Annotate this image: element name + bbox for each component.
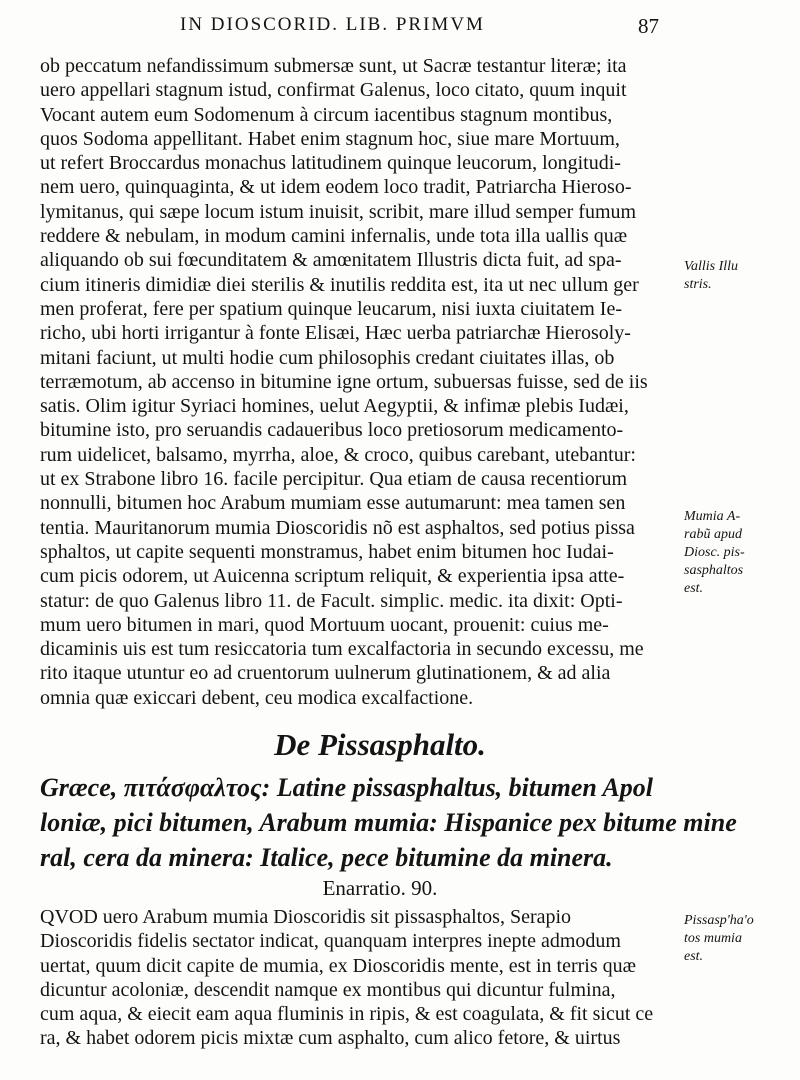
text-line: cum aqua, & eiecit eam aqua fluminis in ripis, & est coagulata, & fit sicut ce xyxy=(40,1003,654,1026)
text-line: sphaltos, ut capite sequenti monstramus, habet enim bitumen hoc Iudai- xyxy=(40,540,614,563)
text-line: cium itineris dimidiæ diei sterilis & inutilis reddita est, ita ut nec ullum ger xyxy=(40,273,639,296)
text-line: cum picis odorem, ut Auicenna scriptum reliquit, & experientia ipsa atte- xyxy=(40,565,625,588)
margin-note-line: tos mumia xyxy=(684,931,742,946)
margin-note-line: Pissasp'ha'o xyxy=(684,913,754,928)
page-number: 87 xyxy=(638,14,659,38)
chapter-number: Enarratio. 90. xyxy=(322,876,438,900)
text-line: lymitanus, qui sæpe locum istum inuisit, scribit, mare illud semper fumum xyxy=(40,200,637,223)
text-line: QVOD uero Arabum mumia Dioscoridis sit pissasphaltos, Serapio xyxy=(40,906,572,928)
synonyms-block xyxy=(40,770,737,875)
text-line: terræmotum, ab accenso in bitumine igne ortum, subuersas fuisse, sed de iis xyxy=(40,370,648,393)
margin-note-line: sasphaltos xyxy=(684,563,744,578)
text-line: mitani faciunt, ut multi hodie cum philosophis credant ciuitates illas, ob xyxy=(40,346,615,369)
text-line: uero appellari stagnum istud, confirmat Galenus, loco citato, quum inquit xyxy=(40,79,627,102)
text-line: ut refert Broccardus monachus latitudinem quinque leucorum, longitudi- xyxy=(40,152,621,175)
text-line: uertat, quum dicit capite de mumia, ex Dioscoridis mente, est in terris quæ xyxy=(40,954,636,977)
margin-note-line: stris. xyxy=(684,277,712,292)
text-line: rito itaque utuntur eo ad cruentorum uulnerum glutinationem, & ad alia xyxy=(40,662,611,685)
text-line: ra, & habet odorem picis mixtæ cum asphalto, cum alico fetore, & uirtus xyxy=(40,1027,621,1050)
text-line: mum uero bitumen in mari, quod Mortuum uocant, prouenit: cuius me- xyxy=(40,613,609,636)
section-heading: De Pissasphalto. xyxy=(274,727,486,762)
text-line: aliquando ob sui fœcunditatem & amœnitatem Illustris dicta fuit, ad spa- xyxy=(40,249,622,272)
page-header xyxy=(0,8,800,44)
margin-note-line: est. xyxy=(684,949,704,964)
body-text xyxy=(40,54,680,710)
text-line: ut ex Strabone libro 16. facile percipitur. Qua etiam de causa recentiorum xyxy=(40,468,628,491)
text-line: Dioscoridis fidelis sectator indicat, quanquam interpres inepte admodum xyxy=(40,930,621,953)
margin-note-vallis xyxy=(684,258,794,294)
text-line: omnia quæ exiccari debent, ceu modica excalfactione. xyxy=(40,686,474,709)
synonym-line: Græce, πιτάσφαλτος: Latine pissasphaltus, bitumen Apol xyxy=(40,773,653,802)
margin-note-line: Mumia A- xyxy=(684,509,741,524)
synonym-line: ral, cera da minera: Italice, pece bitumine da minera. xyxy=(40,843,613,872)
text-line: tentia. Mauritanorum mumia Dioscoridis nõ est asphaltos, sed potius pissa xyxy=(40,516,635,539)
text-line: nem uero, quinquaginta, & ut idem eodem loco tradit, Patriarcha Hieroso- xyxy=(40,176,632,199)
text-line: rum uidelicet, balsamo, myrrha, aloe, & croco, quibus carebant, utebantur: xyxy=(40,443,636,466)
text-line: quos Sodoma appellitant. Habet enim stagnum hoc, siue mare Mortuum, xyxy=(40,127,620,150)
text-line: richo, ubi horti irrigantur à fonte Elisæi, Hæc uerba patriarchæ Hierosoly- xyxy=(40,322,631,345)
margin-note-line: rabũ apud xyxy=(684,527,742,542)
text-line: ob peccatum nefandissimum submersæ sunt, ut Sacræ testantur literæ; ita xyxy=(40,55,627,77)
text-line: dicaminis uis est tum resiccatoria tum excalfactoria in secundo excessu, me xyxy=(40,638,644,661)
margin-note-mumia xyxy=(684,508,794,598)
text-line: satis. Olim igitur Syriaci homines, uelut Aegyptii, & infimæ plebis Iudæi, xyxy=(40,395,629,418)
text-line: men proferat, fere per spatium quinque leucarum, nisi iuxta ciuitatem Ie- xyxy=(40,297,623,320)
margin-note-pissasphaltos xyxy=(684,912,794,966)
text-line: bitumine isto, pro seruandis cadaueribus loco pretiosorum medicamento- xyxy=(40,419,624,442)
text-line: dicuntur acoloniæ, descendit namque ex montibus qui dicuntur fulmina, xyxy=(40,978,616,1001)
text-line: statur: de quo Galenus libro 11. de Facult. simplic. medic. ita dixit: Opti- xyxy=(40,589,623,612)
text-line: nonnulli, bitumen hoc Arabum mumiam esse autumarunt: mea tamen sen xyxy=(40,492,626,515)
text-line: reddere & nebulam, in modum camini infernalis, unde tota illa uallis quæ xyxy=(40,225,628,248)
margin-note-line: est. xyxy=(684,581,704,596)
margin-note-line: Vallis Illu xyxy=(684,259,739,274)
text-line: Vocant autem eum Sodomenum à circum iacentibus stagnum montibus, xyxy=(40,103,613,126)
margin-note-line: Diosc. pis- xyxy=(684,545,745,560)
synonym-line: loniæ, pici bitumen, Arabum mumia: Hispanice pex bitume mine xyxy=(40,808,737,837)
chapter-text xyxy=(40,905,680,1051)
running-head: IN DIOSCORID. LIB. PRIMVM xyxy=(180,14,485,35)
